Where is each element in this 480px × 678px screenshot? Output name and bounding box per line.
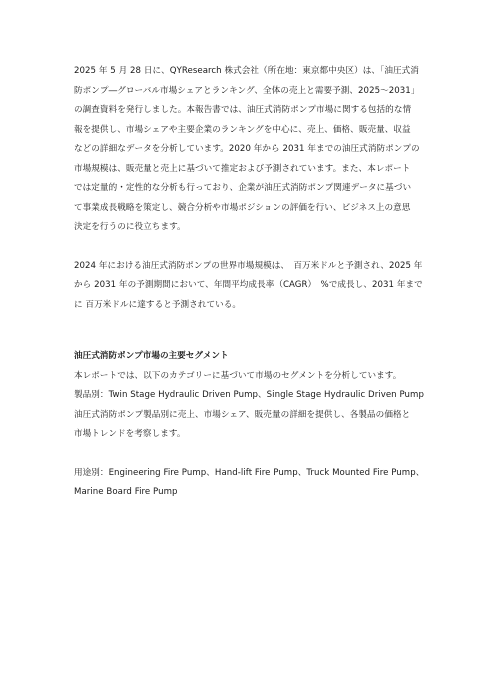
- application-line: 用途別：Engineering Fire Pump、Hand-lift Fire Pump、Truck Mounted Fire Pump、: [74, 467, 425, 478]
- intro-line: 決定を行うのに役立ちます。: [74, 222, 186, 232]
- spacer: [74, 445, 412, 464]
- intro-line: 報を提供し、市場シェアや主要企業のランキングを中心に、売上、価格、販売量、収益: [74, 124, 411, 135]
- segment-heading: 油圧式消防ポンプ市場の主要セグメント: [74, 351, 229, 361]
- document-body: [74, 62, 425, 503]
- segment-intro: [74, 367, 412, 387]
- product-line: 市場トレンドを考察します。: [74, 429, 186, 439]
- market-line: から 2031 年の予測期間において、年間平均成長率（CAGR） %で成長し、2031 年まで: [74, 280, 423, 290]
- intro-line: では定量的・定性的な分析も行っており、企業が油圧式消防ポンプ関連データに基づい: [74, 183, 412, 193]
- product-line: 油圧式消防ポンプ製品別に売上、市場シェア、販売量の詳細を提供し、各製品の価格と: [74, 409, 411, 420]
- intro-line: などの詳細なデータを分析しています。2020 年から 2031 年までの油圧式消防ポンプの: [74, 144, 420, 154]
- product-line: 製品別：Twin Stage Hydraulic Driven Pump、Single Stage Hydraulic Driven Pump: [74, 390, 424, 400]
- product-segment-paragraph: [74, 386, 424, 445]
- intro-line: 防ポンプ―グローバル市場シェアとランキング、全体の売上と需要予測、2025〜2031」: [74, 85, 420, 96]
- intro-line: の調査資料を発行しました。本報告書では、油圧式消防ポンプ市場に関する包括的な情: [74, 105, 412, 115]
- intro-line: 市場規模は、販売量と売上に基づいて推定および予測されています。また、本レポート: [74, 163, 411, 174]
- segment-intro-line: 本レポートでは、以下のカテゴリーに基づいて市場のセグメントを分析しています。: [74, 370, 402, 381]
- intro-paragraph: [74, 62, 420, 238]
- application-segment-paragraph: [74, 464, 425, 503]
- market-size-paragraph: [74, 257, 423, 316]
- market-line: 2024 年における油圧式消防ポンプの世界市場規模は、 百万米ドルと予測され、2025 年: [74, 260, 423, 271]
- market-line: に 百万米ドルに達すると予測されている。: [74, 299, 242, 310]
- intro-line: て事業成長戦略を策定し、競合分析や市場ポジションの評価を行い、ビジネス上の意思: [74, 202, 411, 213]
- intro-line: 2025 年 5 月 28 日に、QYResearch 株式会社（所在地：東京都中央区）は、「油圧式消: [74, 66, 419, 76]
- application-line: Marine Board Fire Pump: [74, 487, 178, 497]
